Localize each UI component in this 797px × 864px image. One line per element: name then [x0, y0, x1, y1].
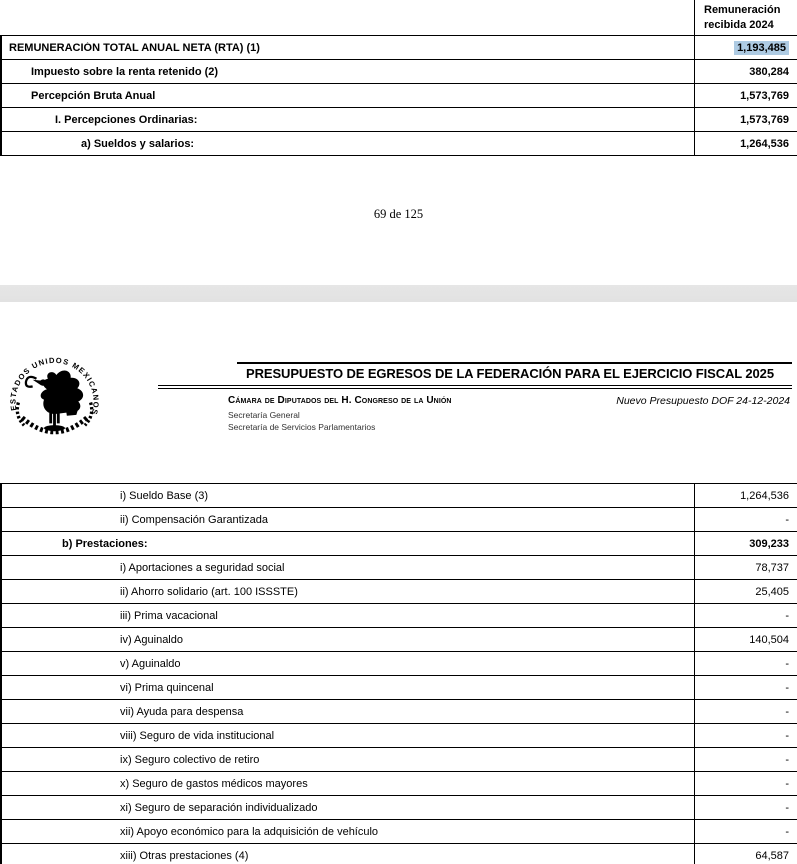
- row-value: 140,504: [694, 628, 797, 651]
- row-label: vii) Ayuda para despensa: [120, 705, 244, 718]
- table-row: [2, 532, 797, 556]
- row-label: x) Seguro de gastos médicos mayores: [120, 777, 308, 790]
- row-label: vi) Prima quincenal: [120, 681, 214, 694]
- table-row: [2, 724, 797, 748]
- row-value: 1,264,536: [694, 484, 797, 507]
- table-row: [2, 604, 797, 628]
- row-value: 1,264,536: [694, 132, 797, 155]
- table-row: [2, 556, 797, 580]
- table-row: [2, 772, 797, 796]
- table-row: [2, 820, 797, 844]
- row-label: ix) Seguro colectivo de retiro: [120, 753, 260, 766]
- page-break-divider: [0, 285, 797, 302]
- remuneration-summary-table: [0, 0, 797, 156]
- row-label: viii) Seguro de vida institucional: [120, 729, 275, 742]
- row-label: Percepción Bruta Anual: [31, 89, 156, 102]
- row-label: xi) Seguro de separación individualizado: [120, 801, 318, 814]
- selection-highlight: 1,193,485: [734, 41, 789, 55]
- table-row: [2, 60, 797, 84]
- table-row: [2, 36, 797, 60]
- row-value: -: [694, 796, 797, 819]
- seal-caption-text: ESTADOS UNIDOS MEXICANOS: [8, 355, 101, 417]
- row-value: -: [694, 700, 797, 723]
- row-label: I. Percepciones Ordinarias:: [55, 113, 198, 126]
- table-row: [2, 84, 797, 108]
- row-label: b) Prestaciones:: [62, 537, 148, 550]
- row-label: ii) Compensación Garantizada: [120, 513, 268, 526]
- row-label: iii) Prima vacacional: [120, 609, 218, 622]
- row-value: 309,233: [694, 532, 797, 555]
- row-value: 78,737: [694, 556, 797, 579]
- row-value: -: [694, 820, 797, 843]
- organization-name: Cámara de Diputados del H. Congreso de la Unión: [228, 395, 452, 406]
- row-label: v) Aguinaldo: [120, 657, 181, 670]
- row-value: 1,573,769: [694, 84, 797, 107]
- table-row: [2, 700, 797, 724]
- row-value: -: [694, 724, 797, 747]
- page-indicator: 69 de 125: [373, 207, 424, 221]
- edition-note: Nuevo Presupuesto DOF 24-12-2024: [616, 395, 790, 407]
- row-value: -: [694, 604, 797, 627]
- table-row: [2, 628, 797, 652]
- row-value: 64,587: [694, 844, 797, 864]
- row-value: -: [694, 676, 797, 699]
- row-value: [694, 36, 797, 59]
- table-row: [2, 748, 797, 772]
- title-underline-rule: [158, 385, 792, 389]
- table-row: [2, 580, 797, 604]
- table-row: [2, 508, 797, 532]
- row-label: i) Sueldo Base (3): [120, 489, 209, 502]
- header-spacer: [0, 0, 694, 35]
- row-label: a) Sueldos y salarios:: [81, 137, 195, 150]
- table-row: [2, 108, 797, 132]
- row-value: 380,284: [694, 60, 797, 83]
- row-label: iv) Aguinaldo: [120, 633, 183, 646]
- department-servicios-parlamentarios: Secretaría de Servicios Parlamentarios: [228, 422, 376, 432]
- table-header-row: [0, 0, 797, 36]
- row-label: ii) Ahorro solidario (art. 100 ISSSTE): [120, 585, 298, 598]
- top-table-rows: [0, 36, 797, 156]
- row-label: REMUNERACIÓN TOTAL ANUAL NETA (RTA) (1): [9, 41, 260, 54]
- row-value: -: [694, 772, 797, 795]
- prestaciones-detail-table: [0, 483, 797, 864]
- bottom-table-rows: [0, 484, 797, 864]
- table-row: [2, 844, 797, 864]
- row-label: xii) Apoyo económico para la adquisición de vehículo: [120, 825, 379, 838]
- title-overline-rule: [237, 362, 792, 364]
- table-row: [2, 676, 797, 700]
- row-label: Impuesto sobre la renta retenido (2): [31, 65, 219, 78]
- table-row: [2, 132, 797, 156]
- department-secretaria-general: Secretaría General: [228, 410, 300, 420]
- table-row: [2, 796, 797, 820]
- document-title: PRESUPUESTO DE EGRESOS DE LA FEDERACIÓN PARA EL EJERCICIO FISCAL 2025: [246, 366, 774, 381]
- row-value: 25,405: [694, 580, 797, 603]
- row-value: 1,573,769: [694, 108, 797, 131]
- row-value: -: [694, 508, 797, 531]
- row-value: -: [694, 652, 797, 675]
- column-header-remuneracion-2024: Remuneración recibida 2024: [694, 0, 797, 35]
- row-label: xiii) Otras prestaciones (4): [120, 849, 249, 862]
- table-row: [2, 652, 797, 676]
- row-label: i) Aportaciones a seguridad social: [120, 561, 285, 574]
- table-row: [2, 484, 797, 508]
- mexican-coat-of-arms: [7, 355, 102, 450]
- row-value: -: [694, 748, 797, 771]
